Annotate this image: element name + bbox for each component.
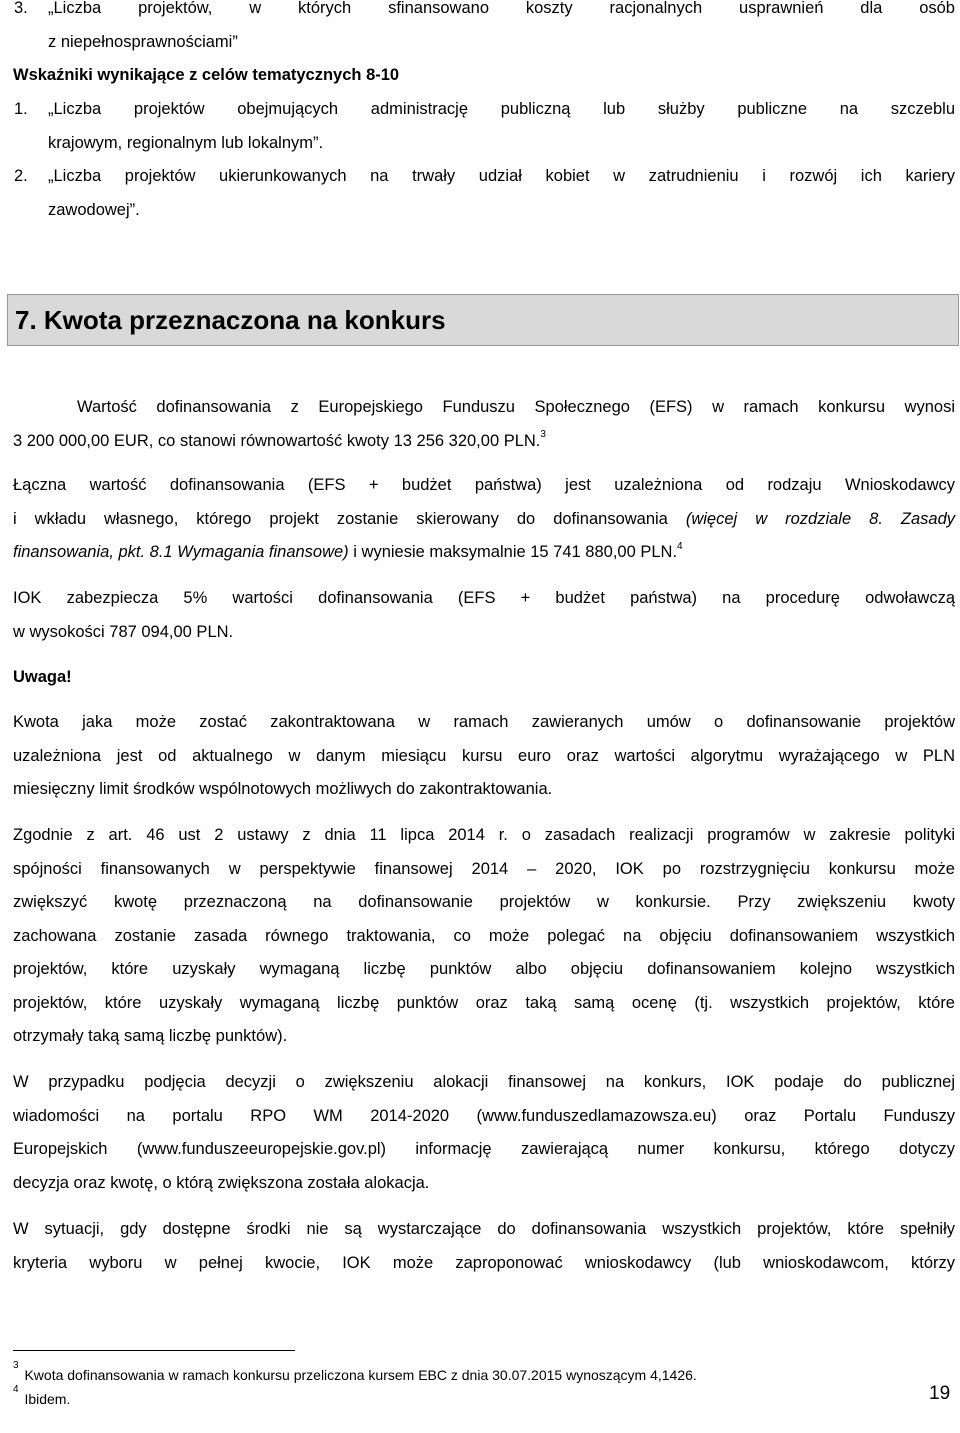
text-line: zachowana zostanie zasada równego traktowania, co może polegać na objęciu dofinansowaniem wszystkich (13, 926, 955, 945)
paragraph-legal-basis (13, 819, 955, 1054)
text-span: i wyniesie maksymalnie 15 741 880,00 PLN. (348, 543, 678, 561)
text-span: finansowania, pkt. 8.1 Wymagania finansowe) (13, 543, 349, 561)
indicators-heading: Wskaźniki wynikające z celów tematycznych 8-10 (13, 66, 400, 84)
text-span: (więcej w rozdziale 8. Zasady (685, 509, 956, 528)
footnote-text: Kwota dofinansowania w ramach konkursu przeliczona kursem EBC z dnia 30.07.2015 wynoszącym 4,1426. (24, 1367, 697, 1383)
text-line: kryteria wyboru w pełnej kwocie, IOK może zaproponować wnioskodawcy (lub wnioskodawcom, którzy (13, 1253, 955, 1272)
footnote-ref[interactable]: 3 (540, 429, 546, 440)
text-line: uzależniona jest od aktualnego w danym miesiącu kursu euro oraz wartości algorytmu wyrażającego w PLN (13, 746, 955, 765)
list-item (14, 160, 955, 227)
list-text-line: „Liczba projektów obejmujących administrację publiczną lub służby publiczne na szczeblu (48, 100, 955, 118)
text-line: Łączna wartość dofinansowania (EFS + budżet państwa) jest uzależniona od rodzaju Wnioskodawcy (13, 476, 955, 494)
footnote-number: 3 (13, 1360, 19, 1372)
text-line: zwiększyć kwotę przeznaczoną na dofinansowanie projektów w konkursie. Przy zwiększeniu kwoty (13, 893, 955, 911)
list-text-line: „Liczba projektów ukierunkowanych na trwały udział kobiet w zatrudnieniu i rozwój ich kariery (48, 167, 955, 185)
warning-label: Uwaga! (13, 668, 72, 686)
text-line: projektów, które uzyskały wymaganą liczbę punktów oraz taką samą ocenę (tj. wszystkich projektów, które (13, 993, 955, 1012)
text-line: W sytuacji, gdy dostępne środki nie są wystarczające do dofinansowania wszystkich projektów, które spełniły (13, 1220, 955, 1238)
paragraph-insufficient-funds (13, 1213, 955, 1280)
text-line: w wysokości 787 094,00 PLN. (13, 622, 234, 641)
paragraph-allocation-increase (13, 1066, 955, 1200)
paragraph-allocation (13, 391, 955, 458)
page-number: 19 (929, 1383, 951, 1404)
section-title: 7. Kwota przeznaczona na konkurs (15, 305, 446, 335)
text-line: IOK zabezpiecza 5% wartości dofinansowania (EFS + budżet państwa) na procedurę odwoławczą (13, 589, 955, 607)
list-number: 2. (14, 167, 28, 185)
list-number: 1. (14, 100, 28, 118)
text-line (13, 536, 955, 570)
text-line: projektów, które uzyskały wymaganą liczbę punktów albo objęciu dofinansowaniem kolejno wszystkich (13, 960, 955, 978)
text-span: 3 200 000,00 EUR, co stanowi równowartość kwoty 13 256 320,00 PLN. (13, 431, 541, 450)
list-text-line: zawodowej”. (48, 200, 140, 219)
paragraph-reserve (13, 582, 955, 649)
footnote (13, 1384, 71, 1408)
list-text-line: z niepełnosprawnościami” (48, 32, 238, 51)
text-span: i wkładu własnego, którego projekt zostanie skierowany do dofinansowania (13, 509, 686, 528)
text-line: otrzymały taką samą liczbę punktów). (13, 1027, 288, 1045)
footnote-separator (13, 1350, 295, 1351)
text-line (13, 503, 955, 537)
footnote-number: 4 (13, 1384, 19, 1396)
text-line: decyzja oraz kwotę, o którą zwiększona została alokacja. (13, 1173, 430, 1192)
paragraph-contract-amount (13, 706, 955, 807)
text-line: Wartość dofinansowania z Europejskiego Funduszu Społecznego (EFS) w ramach konkursu wynosi (77, 398, 955, 416)
list-text-line: „Liczba projektów, w których sfinansowano koszty racjonalnych usprawnień dla osób (48, 0, 955, 17)
text-line: Kwota jaka może zostać zakontraktowana w ramach zawieranych umów o dofinansowanie projektów (13, 713, 955, 731)
text-line: miesięczny limit środków wspólnotowych możliwych do zakontraktowania. (13, 780, 553, 798)
footnote-text: Ibidem. (24, 1391, 71, 1407)
text-line: wiadomości na portalu RPO WM 2014-2020 (www.funduszedlamazowsza.eu) oraz Portalu Funduszy (13, 1106, 955, 1125)
footnote (13, 1360, 697, 1384)
text-line: W przypadku podjęcia decyzji o zwiększeniu alokacji finansowej na konkurs, IOK podaje do publicznej (13, 1073, 955, 1091)
list-text-line: krajowym, regionalnym lub lokalnym”. (48, 133, 324, 152)
footnote-ref[interactable]: 4 (677, 540, 683, 552)
list-number: 3. (14, 0, 28, 17)
text-line: Europejskich (www.funduszeeuropejskie.gov.pl) informację zawierającą numer konkursu, którego dotyczy (13, 1140, 955, 1158)
list-item (14, 0, 955, 59)
text-line: spójności finansowanych w perspektywie finansowej 2014 – 2020, IOK po rozstrzygnięciu konkursu może (13, 859, 955, 878)
text-line (13, 425, 955, 459)
paragraph-total-value (13, 469, 955, 570)
list-item (14, 93, 955, 160)
text-line: Zgodnie z art. 46 ust 2 ustawy z dnia 11 lipca 2014 r. o zasadach realizacji programów w zakresie polityki (13, 826, 955, 844)
